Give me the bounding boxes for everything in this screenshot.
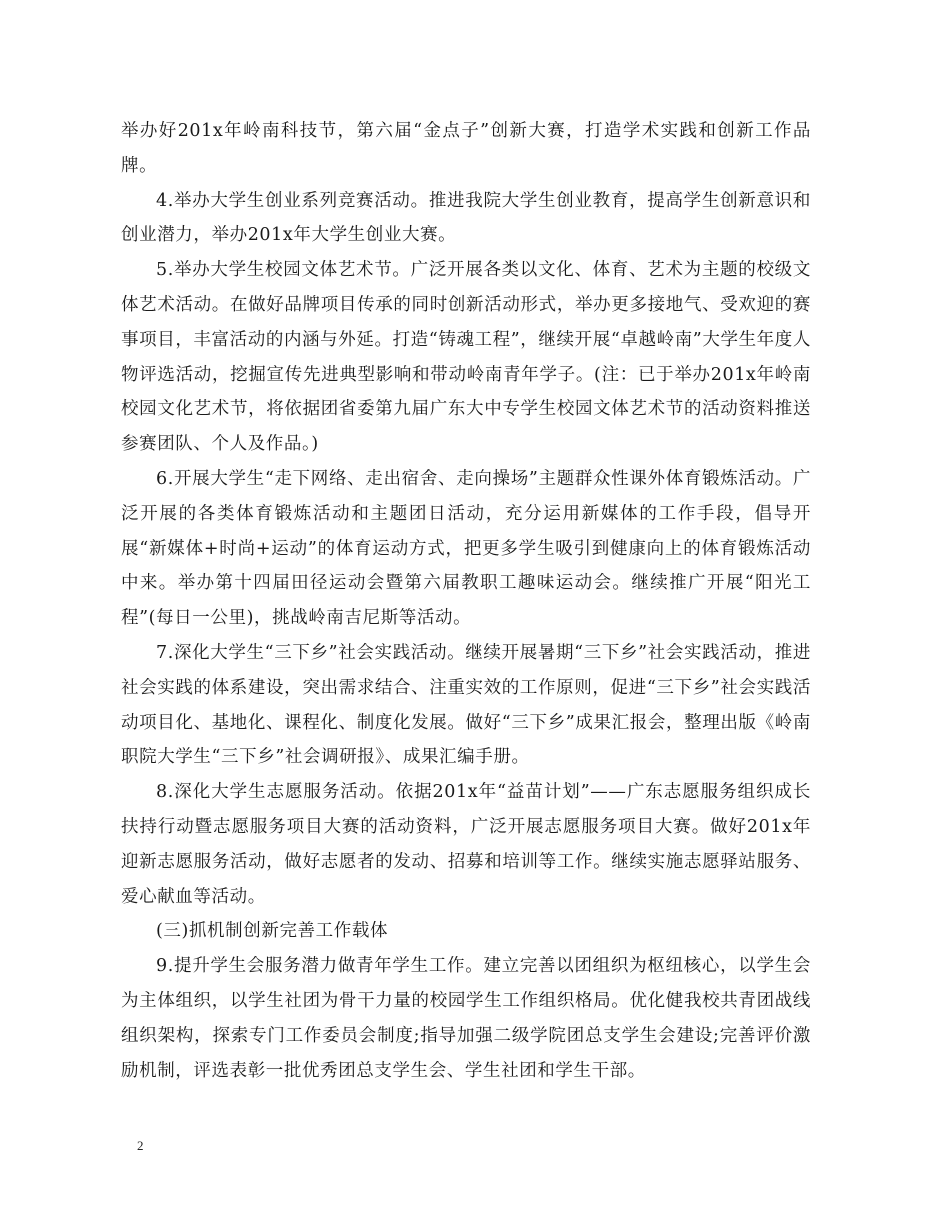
page-number: 2 — [137, 1138, 144, 1153]
paragraph-item-7: 7.深化大学生“三下乡”社会实践活动。继续开展暑期“三下乡”社会实践活动，推进社会实践的体系建设，突出需求结合、注重实效的工作原则，促进“三下乡”社会实践活动项目化、基地化、课程化、制度化发展。做好“三下乡”成果汇报会，整理出版《岭南职院大学生“三下乡”社会调研报》、成果汇编手册。 — [121, 642, 811, 768]
paragraph-item-5: 5.举办大学生校园文体艺术节。广泛开展各类以文化、体育、艺术为主题的校级文体艺术活动。在做好品牌项目传承的同时创新活动形式，举办更多接地气、受欢迎的赛事项目，丰富活动的内涵与外延。打造“铸魂工程”，继续开展“卓越岭南”大学生年度人物评选活动，挖掘宣传先进典型影响和带动岭南青年学子。(注：已于举办201x年岭南校园文化艺术节，将依据团省委第九届广东大中专学生校园文体艺术节的活动资料推送参赛团队、个人及作品。) — [121, 260, 811, 455]
paragraph-item-9: 9.提升学生会服务潜力做青年学生工作。建立完善以团组织为枢纽核心，以学生会为主体组织，以学生社团为骨干力量的校园学生工作组织格局。优化健我校共青团战线组织架构，探索专门工作委员会制度;指导加强二级学院团总支学生会建设;完善评价激励机制，评选表彰一批优秀团总支学生会、学生社团和学生干部。 — [121, 956, 811, 1081]
paragraph-item-8: 8.深化大学生志愿服务活动。依据201x年“益苗计划”——广东志愿服务组织成长扶持行动暨志愿服务项目大赛的活动资料，广泛开展志愿服务项目大赛。做好201x年迎新志愿服务活动，做好志愿者的发动、招募和培训等工作。继续实施志愿驿站服务、爱心献血等活动。 — [121, 782, 811, 907]
paragraph-continuation: 举办好201x年岭南科技节，第六届“金点子”创新大赛，打造学术实践和创新工作品牌。 — [121, 121, 811, 176]
document-body — [121, 114, 811, 1088]
paragraph-item-6: 6.开展大学生“走下网络、走出宿舍、走向操场”主题群众性课外体育锻炼活动。广泛开展的各类体育锻炼活动和主题团日活动，充分运用新媒体的工作手段，倡导开展“新媒体+时尚+运动”的体育运动方式，把更多学生吸引到健康向上的体育锻炼活动中来。举办第十四届田径运动会暨第六届教职工趣味运动会。继续推广开展“阳光工程”(每日一公里)，挑战岭南吉尼斯等活动。 — [121, 468, 811, 629]
section-heading-3: (三)抓机制创新完善工作载体 — [156, 921, 389, 942]
paragraph-item-4: 4.举办大学生创业系列竞赛活动。推进我院大学生创业教育，提高学生创新意识和创业潜力，举办201x年大学生创业大赛。 — [121, 190, 811, 246]
